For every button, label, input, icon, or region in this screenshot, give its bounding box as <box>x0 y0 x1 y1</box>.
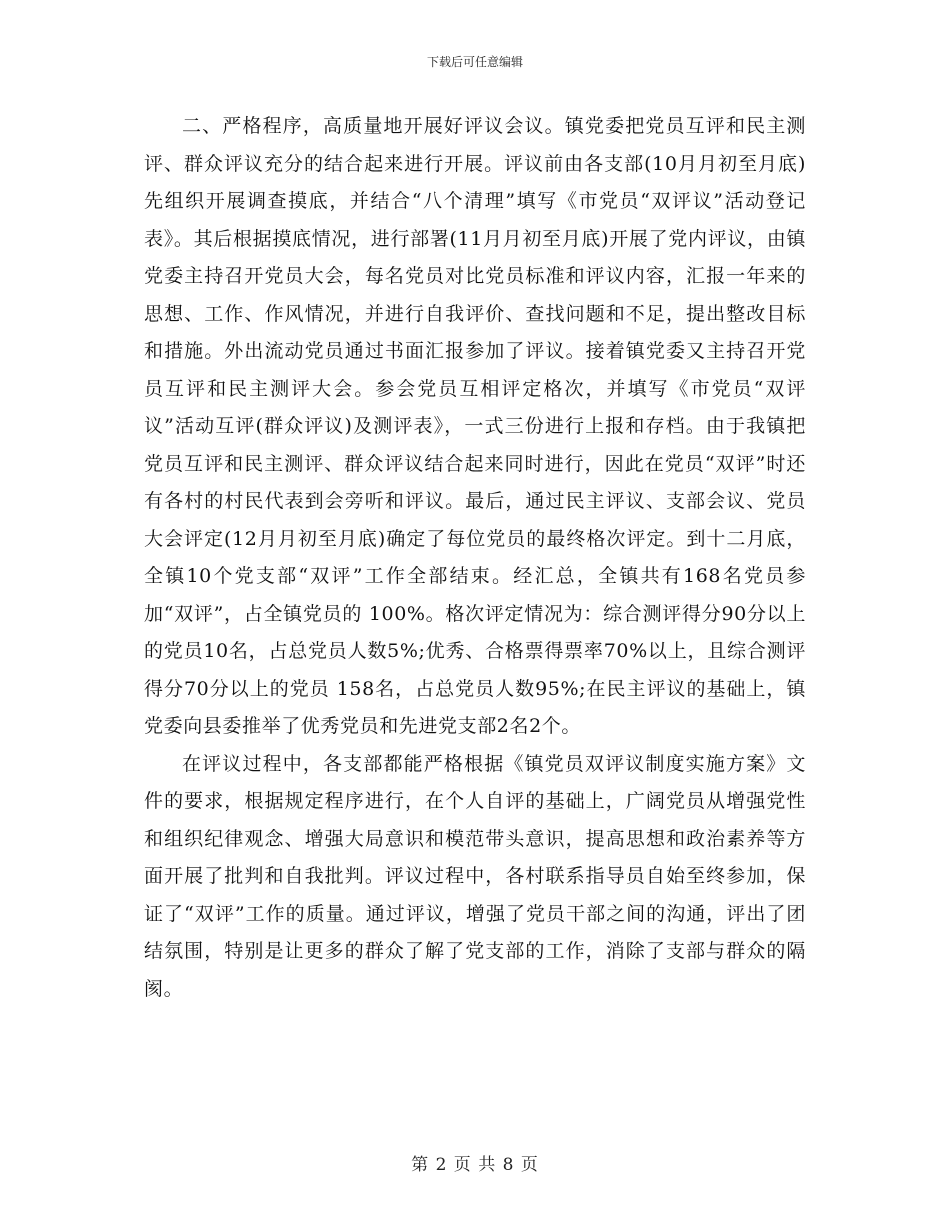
paragraph-review-procedure: 二、严格程序，高质量地开展好评议会议。镇党委把党员互评和民主测评、群众评议充分的结合起来进行开展。评议前由各支部(10月月初至月底)先组织开展调查摸底，并结合“八个清理”填写《市党员“双评议”活动登记表》。其后根据摸底情况，进行部署(11月月初至月底)开展了党内评议，由镇党委主持召开党员大会，每名党员对比党员标准和评议内容，汇报一年来的思想、工作、作风情况，并进行自我评价、查找问题和不足，提出整改目标和措施。外出流动党员通过书面汇报参加了评议。接着镇党委又主持召开党员互评和民主测评大会。参会党员互相评定格次，并填写《市党员“双评议”活动互评(群众评议)及测评表》，一式三份进行上报和存档。由于我镇把党员互评和民主测评、群众评议结合起来同时进行，因此在党员“双评”时还有各村的村民代表到会旁听和评议。最后，通过民主评议、支部会议、党员大会评定(12月月初至月底)确定了每位党员的最终格次评定。到十二月底，全镇10个党支部“双评”工作全部结束。经汇总，全镇共有168名党员参加“双评”，占全镇党员的 100%。格次评定情况为：综合测评得分90分以上的党员10名，占总党员人数5%;优秀、合格票得票率70%以上，且综合测评得分70分以上的党员 158名，占总党员人数95%;在民主评议的基础上，镇党委向县委推举了优秀党员和先进党支部2名2个。 <box>144 115 806 737</box>
page-number: 第 2 页 共 8 页 <box>411 1155 539 1175</box>
page-header: 下载后可任意编辑 <box>426 55 523 69</box>
paragraph-review-process: 在评议过程中，各支部都能严格根据《镇党员双评议制度实施方案》文件的要求，根据规定程序进行，在个人自评的基础上，广阔党员从增强党性和组织纪律观念、增强大局意识和模范带头意识，提高思想和政治素养等方面开展了批判和自我批判。评议过程中，各村联系指导员自始至终参加，保证了“双评”工作的质量。通过评议，增强了党员干部之间的沟通，评出了团结氛围，特别是让更多的群众了解了党支部的工作，消除了支部与群众的隔阂。 <box>144 752 806 1000</box>
document-body <box>144 108 806 1008</box>
